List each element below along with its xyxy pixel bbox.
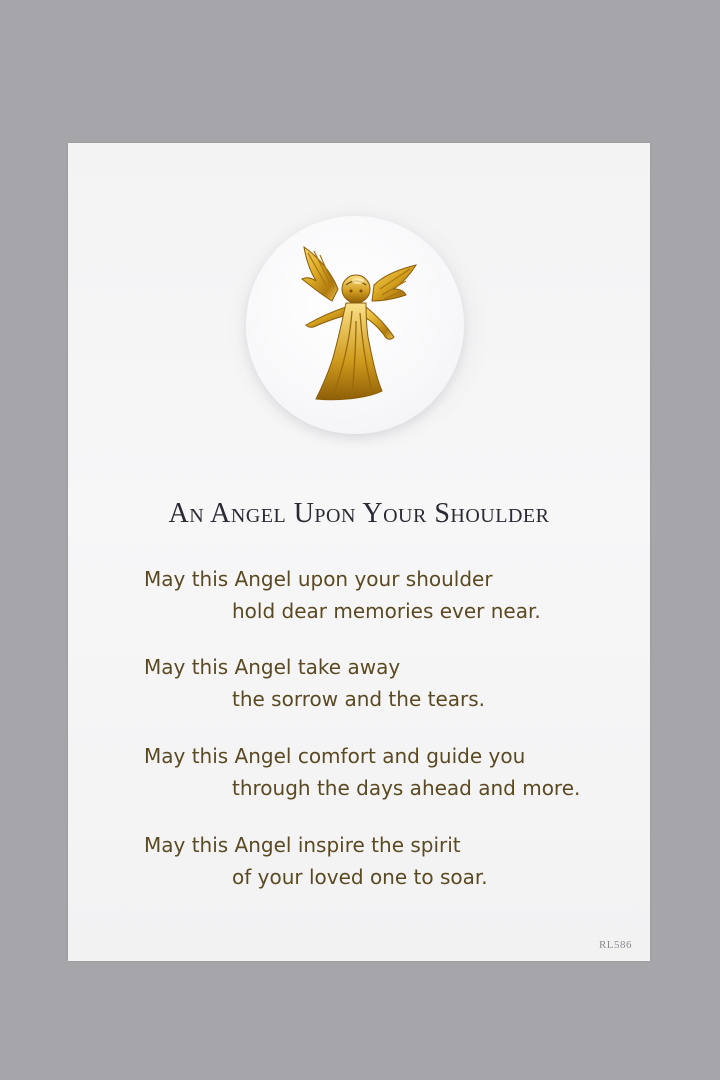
verse-1 — [68, 563, 650, 627]
verse-line: May this Angel comfort and guide you — [144, 744, 526, 768]
verse-line: May this Angel upon your shoulder — [144, 567, 493, 591]
verse-2 — [68, 651, 650, 715]
product-code: RL586 — [598, 939, 632, 951]
verse-line: May this Angel take away — [144, 655, 401, 679]
verse-line: of your loved one to soar. — [232, 865, 488, 889]
card-title: An Angel Upon Your Shoulder — [168, 498, 550, 529]
verse-line: through the days ahead and more. — [232, 776, 581, 800]
verse-line: May this Angel inspire the spirit — [144, 833, 461, 857]
verse-3 — [68, 740, 650, 804]
verse-line: the sorrow and the tears. — [232, 687, 486, 711]
verse-line: hold dear memories ever near. — [232, 599, 541, 623]
angel-pin-icon — [276, 241, 436, 411]
verse-4 — [68, 829, 650, 893]
prayer-card — [68, 143, 650, 961]
